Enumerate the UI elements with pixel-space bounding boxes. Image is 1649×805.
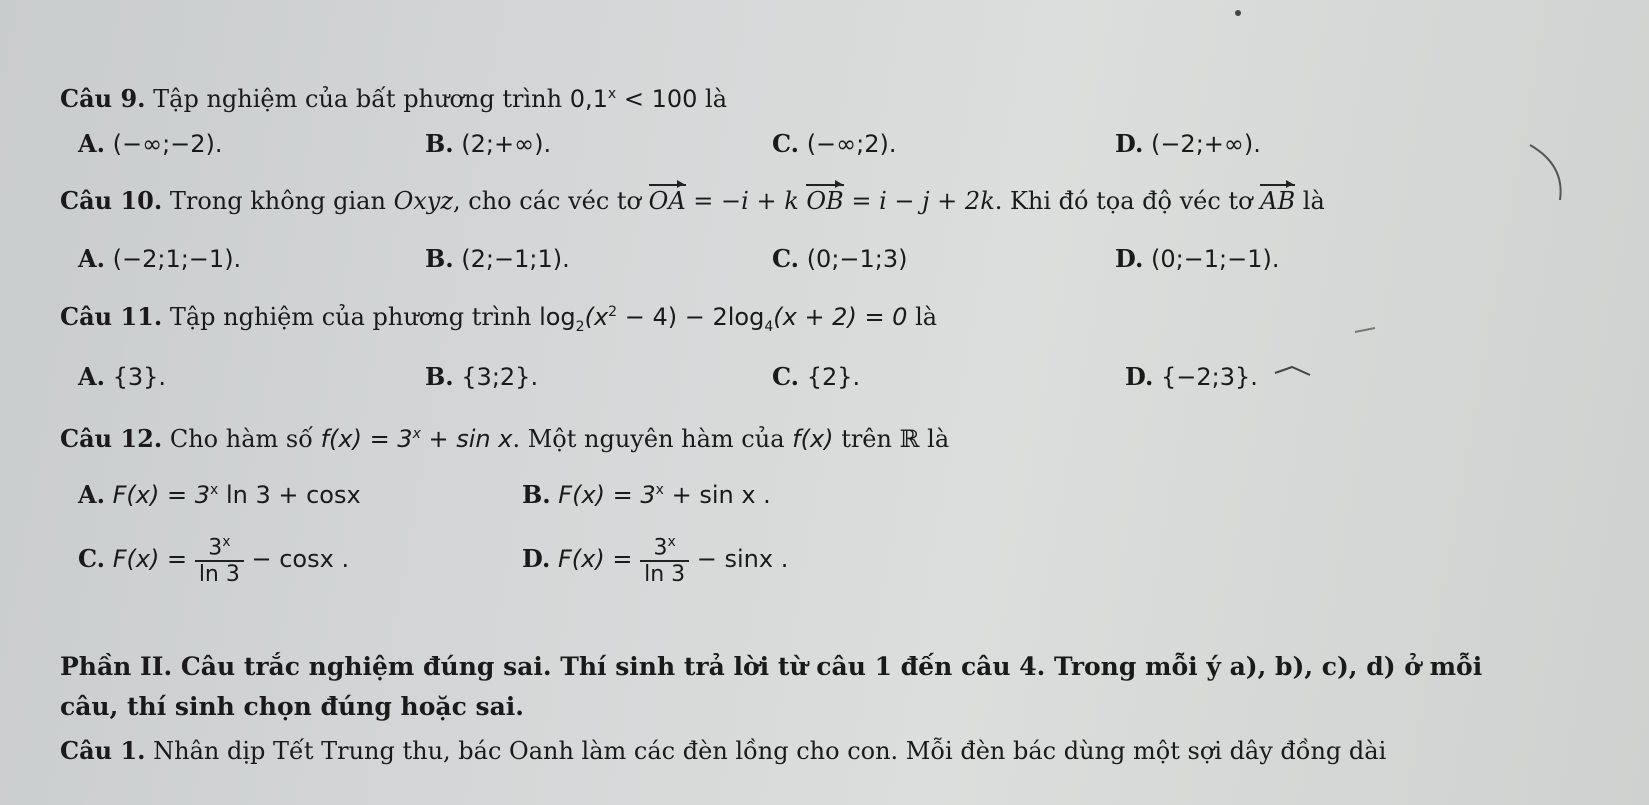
q11-label: Câu 11. [60,302,163,331]
q10-vector-oa: OA [648,187,686,215]
q11-equation: $\log_2(x^2 - 4) - 2\log_4(x + 2) = 0$ [539,303,908,335]
q10-vector-ab: AB [1260,187,1296,215]
q9-option-b: B. (2;+∞). [425,129,552,158]
q12-function: $f(x) = 3^x + \sin x$ [320,425,513,453]
part2-heading-line1: Phần II. Câu trắc nghiệm đúng sai. Thí sinh trả lời từ câu 1 đến câu 4. Trong mỗi ý a), b), c), d) ở mỗi [60,652,1483,681]
q10-vector-ob: OB [806,187,844,215]
q9-expr: 0,1$^x$ < 100 [569,85,698,113]
q10-vector-oa-value: = −i + k [693,187,799,215]
q10-option-b: B. (2;−1;1). [425,244,570,273]
q1-stem: Câu 1. Nhân dịp Tết Trung thu, bác Oanh làm các đèn lồng cho con. Mỗi đèn bác dùng một sợi dây đồng dài [60,736,1387,765]
q10-label: Câu 10. [60,186,163,215]
pencil-mark-dash [1350,320,1390,340]
q9-stem [60,84,727,113]
q10-stem: Câu 10. Trong không gian Oxyz, cho các véc tơ OA = −i + k OB = i − j + 2k. Khi đó tọa độ véc tơ AB là [60,186,1325,215]
q9-label: Câu 9. [60,84,146,113]
part2-heading-line2: câu, thí sinh chọn đúng hoặc sai. [60,692,524,721]
q10-space: Oxyz [393,187,454,215]
q11-option-a: A. {3}. [78,362,167,391]
q11-stem: Câu 11. Tập nghiệm của phương trình $\log_2(x^2 - 4) - 2\log_4(x + 2) = 0$ là [60,302,938,335]
q9-text: Tập nghiệm của bất phương trình [153,85,563,113]
q11-option-d: D. {−2;3}. [1125,362,1258,391]
q10-option-c: C. (0;−1;3) [772,244,908,273]
q12-option-c-fraction: $\frac{3^x}{\ln 3}$ [195,534,244,587]
q11-option-b: B. {3;2}. [425,362,539,391]
q9-option-a: A. (−∞;−2). [78,129,223,158]
q9-option-d: D. (−2;+∞). [1115,129,1261,158]
q12-stem: Câu 12. Cho hàm số $f(x) = 3^x + \sin x$. Một nguyên hàm của f(x) trên ℝ là [60,424,950,453]
q9-option-c: C. (−∞;2). [772,129,897,158]
q12-option-c: C. F(x) = $\frac{3^x}{\ln 3}$ − cosx . [78,534,350,588]
q10-vector-ob-value: = i − j + 2k [851,187,995,215]
pencil-mark-dot [1230,5,1250,25]
q12-option-b: B. $F(x) = 3^x + \sin x$ . [522,480,771,509]
q12-label: Câu 12. [60,424,163,453]
q10-option-a: A. (−2;1;−1). [78,244,242,273]
q12-option-d-fraction: $\frac{3^x}{\ln 3}$ [640,534,689,587]
q1-label: Câu 1. [60,736,146,765]
pencil-mark-bracket [1520,140,1580,210]
q9-tail: là [705,85,727,113]
pencil-mark-scribble [1270,355,1320,385]
q11-option-c: C. {2}. [772,362,861,391]
q12-option-a: A. $F(x) = 3^x$ ln 3 + cosx [78,480,361,509]
q12-option-d: D. F(x) = $\frac{3^x}{\ln 3}$ − sinx . [522,534,789,588]
q10-option-d: D. (0;−1;−1). [1115,244,1280,273]
